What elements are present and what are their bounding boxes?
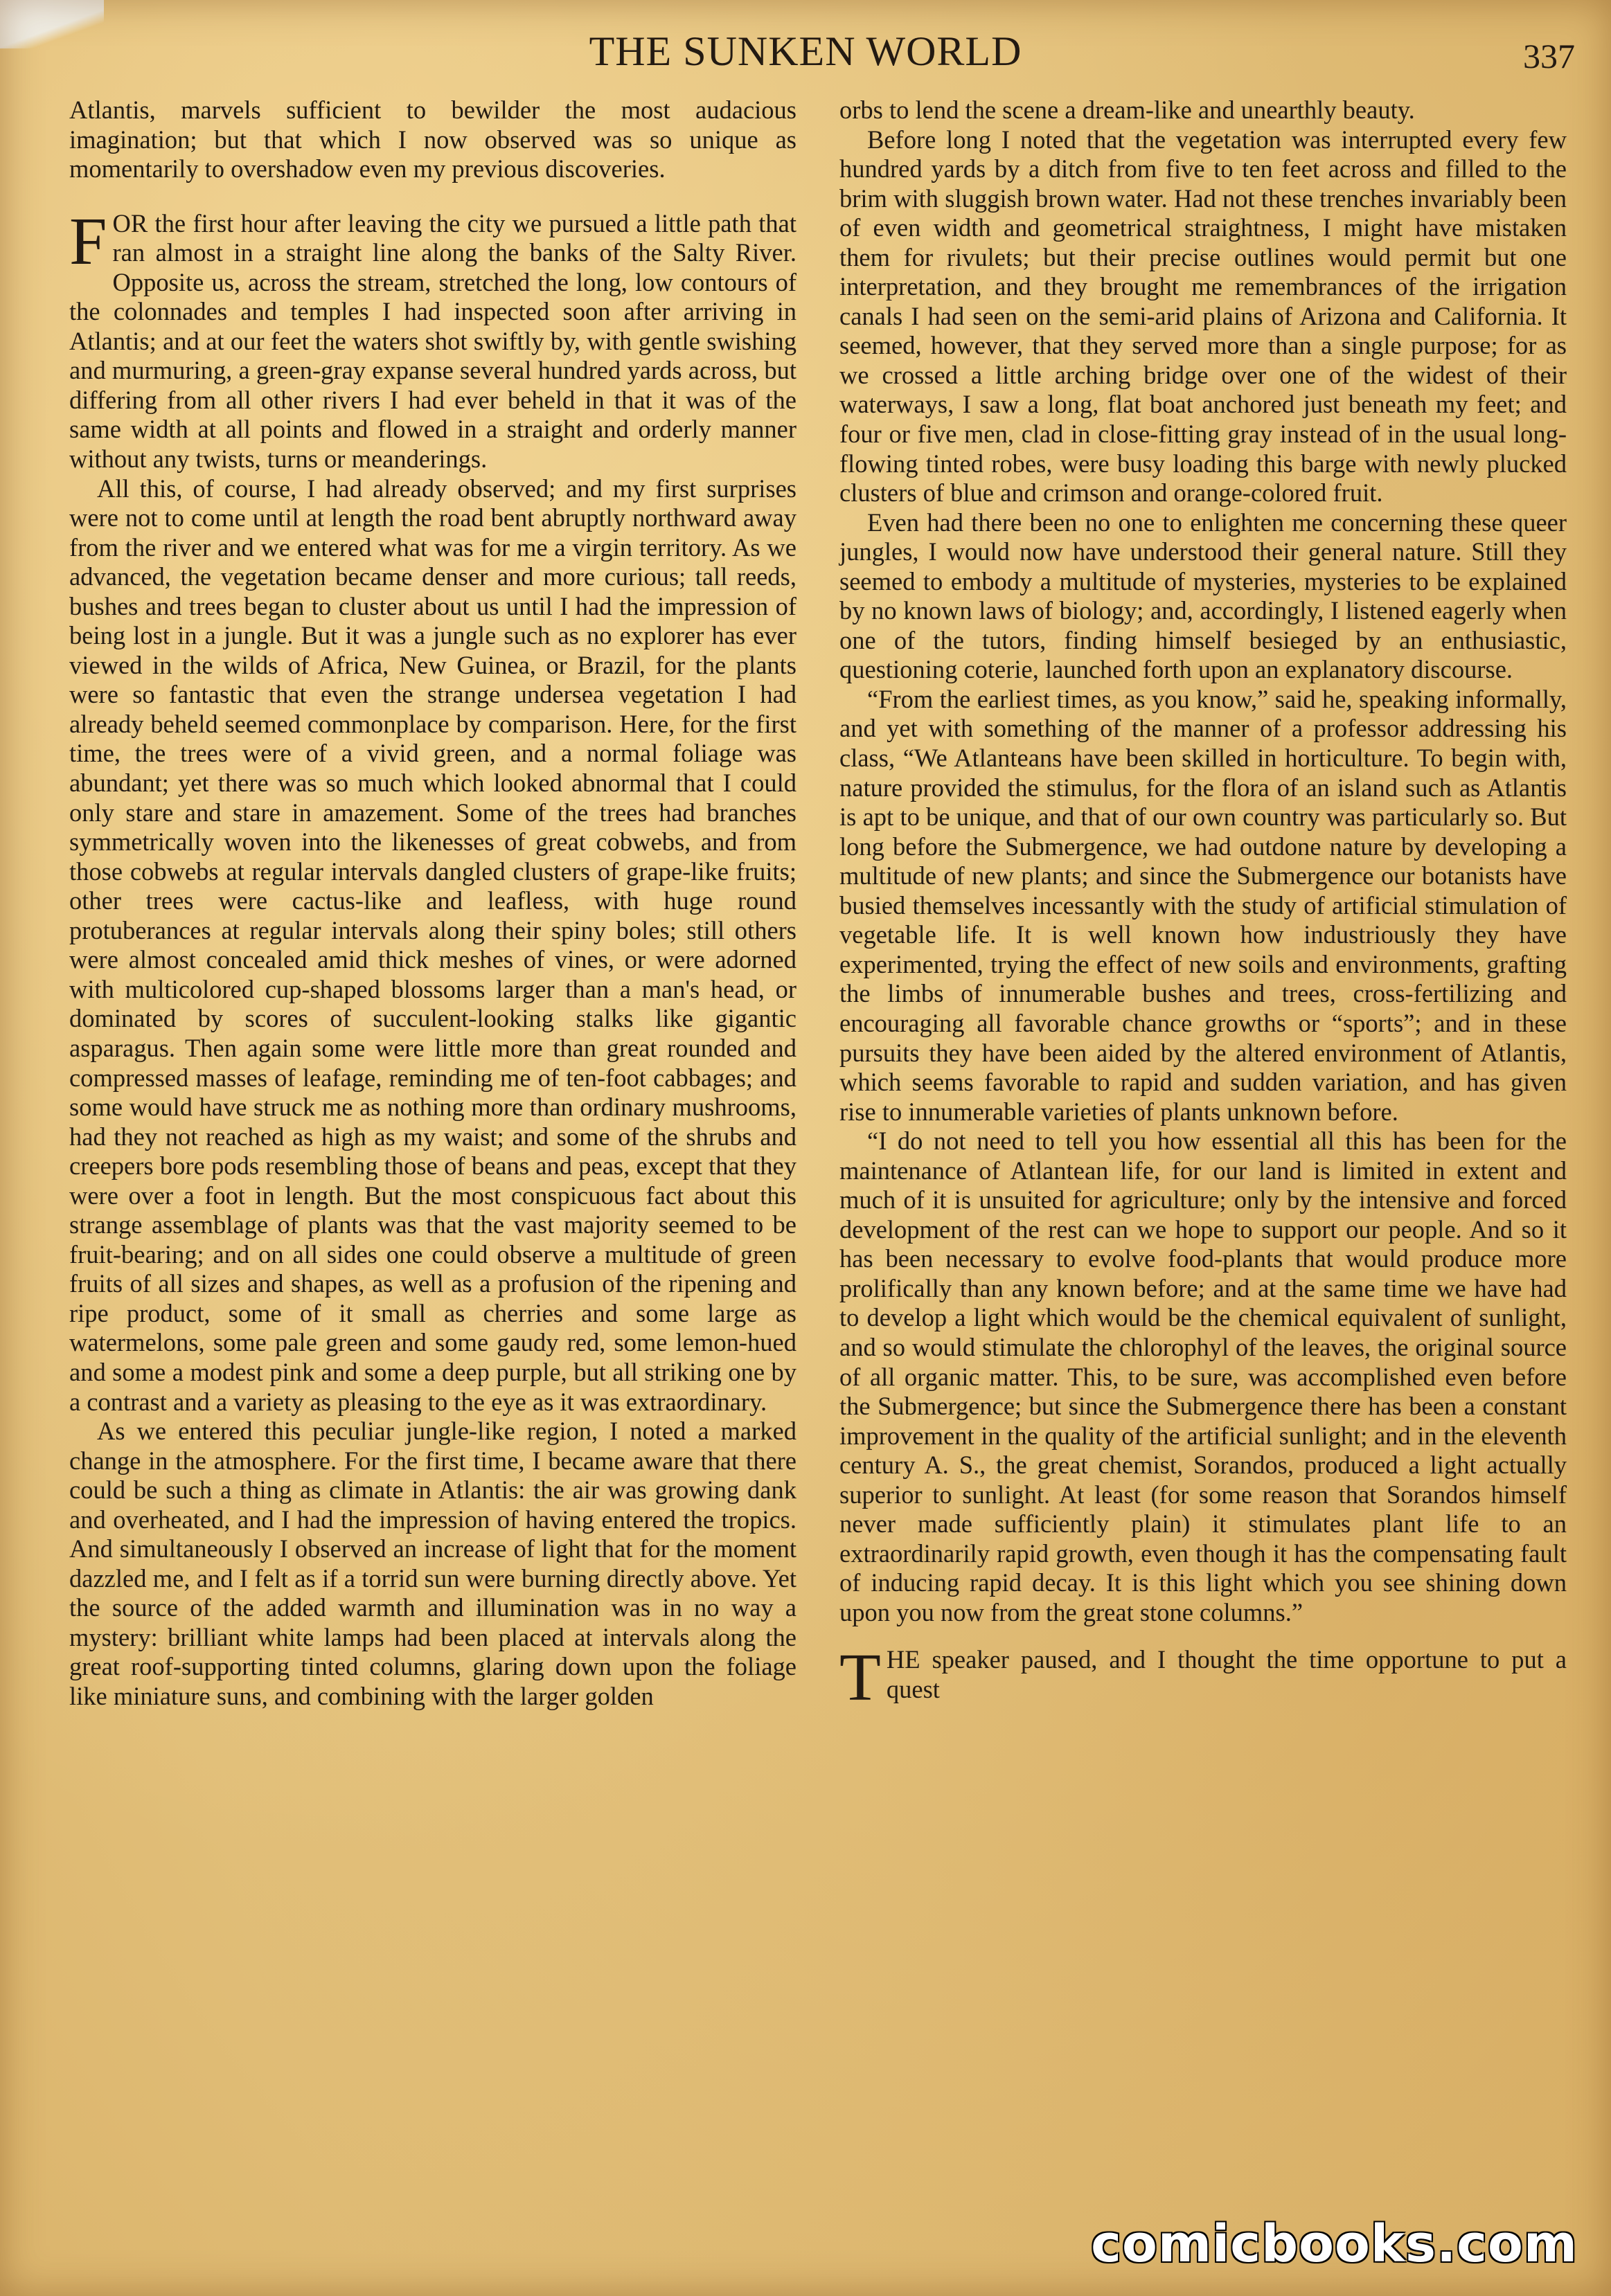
paragraph: orbs to lend the scene a dream-like and unearthly beauty. xyxy=(839,96,1415,124)
right-column xyxy=(839,96,1567,1716)
site-watermark: comicbooks.com xyxy=(1091,2214,1578,2274)
paragraph: Even had there been no one to enlighten me concerning these queer jungles, I would now have understood their general nature. Still they seemed to embody a multitude of mysteries, mysteries to be explained by no known laws of biology; and, accordingly, I listened eagerly when one of the tutors, finding himself besieged by an enthusiastic, questioning coterie, launched forth upon an explanatory discourse. xyxy=(839,508,1567,684)
paragraph: All this, of course, I had already observed; and my first surprises were not to come until at length the road bent abruptly northward away from the river and we entered what was for me a virgin territory. As we advanced, the vegetation became denser and more curious; tall reeds, bushes and trees began to cluster about us until I had the impression of being lost in a jungle. But it was a jungle such as no explorer has ever viewed in the wilds of Africa, New Guinea, or Brazil, for the plants were so fantastic that even the strange undersea vegetation I had already beheld seemed commonplace by comparison. Here, for the first time, the trees were of a vivid green, and a normal foliage was abundant; yet there was so much which looked abnormal that I could only stare and stare in amazement. Some of the trees had branches symmetrically woven into the likenesses of great cobwebs, and from those cobwebs at regular intervals dangled clusters of grape-like fruits; other trees were cactus-like and leafless, with huge round protuberances at regular intervals along their spiny boles; still others were almost concealed amid thick meshes of vines, or were adorned with multicolored cup-shaped blossoms larger than a man's head, or dominated by scores of succulent-looking stalks like gigantic asparagus. Then again some were little more than great rounded and compressed masses of leafage, reminding me of ten-foot cabbages; and some would have struck me as nothing more than ordinary mushrooms, had they not reached as high as my waist; and some of the shrubs and creepers bore pods resembling those of beans and peas, except that they were over a foot in length. But the most conspicuous fact about this strange assemblage of plants was that the vast majority seemed to be fruit-bearing; and on all sides one could observe a multitude of green fruits of all sizes and shapes, as well as a profusion of the ripening and ripe product, some of it small as cherries and some large as watermelons, some pale green and some gaudy red, some lemon-hued and some a modest pink and some a deep purple, but all striking one by a contrast and a variety as pleasing to the eye as it was extraordinary. xyxy=(69,474,796,1416)
page-number: 337 xyxy=(1523,37,1575,75)
paragraph: Before long I noted that the vegetation was interrupted every few hundred yards by a ditch from five to ten feet across and filled to the brim with sluggish brown water. Had not these trenches invariably been of even width and geometrical straightness, I might have mistaken them for rivulets; but their precise outlines would permit but one interpretation, and they brought me remembrances of the irrigation canals I had seen on the semi-arid plains of Arizona and California. It seemed, however, that they served more than a single purpose; for as we crossed a little arching bridge over one of the widest of their waterways, I saw a long, flat boat anchored just beneath my feet; and four or five men, clad in close-fitting gray instead of in the usual long-flowing tinted robes, were busy loading this barge with newly plucked clusters of blue and crimson and orange-colored fruit. xyxy=(839,125,1567,508)
paragraph: “I do not need to tell you how essential all this has been for the maintenance of Atlantean life, for our land is limited in extent and much of it is unsuited for agriculture; only by the intensive and forced development of the rest can we hope to support our people. And so it has been necessary to evolve food-plants that would produce more prolifically than any known before; and at the same time we have had to develop a light which would be the chemical equivalent of sunlight, and so would stimulate the chlorophyl of the leaves, the original source of all organic matter. This, to be sure, was accomplished even before the Submergence; but since the Submergence there has been a constant improvement in the quality of the artificial sunlight; and in the eleventh century A. S., the great chemist, Sorandos, produced a light actually superior to sunlight. At least (for some reason that Sorandos himself never made sufficiently plain) it stimulates plant life to an extraordinarily rapid growth, even though it has the compensating fault of inducing rapid decay. It is this light which you see shining down upon you now from the great stone columns.” xyxy=(839,1127,1567,1626)
paragraph-text: OR the first hour after leaving the city we pursued a little path that ran almost in a straight line along the banks of the Salty River. Opposite us, across the stream, stretched the long, low contours of the colonnades and temples I had inspected soon after arriving in Atlantis; and at our feet the waters shot swiftly by, with gentle swishing and murmuring, a green-gray expanse several hundred yards across, but differing from all other rivers I had ever beheld in that it was of the same width at all points and flowed in a straight and orderly manner without any twists, turns or meanderings. xyxy=(69,208,796,474)
drop-cap: T xyxy=(839,1640,881,1716)
paragraph xyxy=(839,1640,1567,1716)
running-title: THE SUNKEN WORLD xyxy=(589,28,1022,74)
paragraph: As we entered this peculiar jungle-like region, I noted a marked change in the atmosphere. For the first time, I became aware that there could be such a thing as climate in Atlantis: the air was growing dank and overheated, and I had the impression of having entered the tropics. And simultaneously I observed an increase of light that for the moment dazzled me, and I felt as if a torrid sun were burning directly above. Yet the source of the added warmth and illumination was in no way a mystery: brilliant white lamps had been placed at intervals along the great roof-supporting tinted columns, glaring down upon the foliage like miniature suns, and combining with the larger golden xyxy=(69,1417,796,1710)
paragraph xyxy=(69,204,796,474)
paragraph: “From the earliest times, as you know,” said he, speaking informally, and yet with something of the manner of a professor addressing his class, “We Atlanteans have been skilled in horticulture. To begin with, nature provided the stimulus, for the flora of an island such as Atlantis is apt to be unique, and that of our own country was particularly so. But long before the Submergence, we had outdone nature by developing a multitude of new plants; and since the Submergence our botanists have busied themselves incessantly with the study of artificial stimulation of vegetable life. It is well known how industriously they have experimented, trying the effect of new soils and environments, grafting the limbs of innumerable bushes and trees, cross-fertilizing and encouraging all favorable chance growths or “sports”; and in these pursuits they have been aided by the altered environment of Atlantis, which seems favorable to rapid and sudden variation, and has given rise to innumerable varieties of plants unknown before. xyxy=(839,684,1567,1126)
paragraph-text: HE speaker paused, and I thought the time opportune to put a quest xyxy=(886,1645,1567,1703)
paragraph: Atlantis, marvels sufficient to bewilder the most audacious imagination; but that which I now observed was so unique as momentarily to overshadow even my previous discoveries. xyxy=(69,96,796,183)
left-column xyxy=(69,96,796,1712)
drop-cap: F xyxy=(69,204,107,279)
